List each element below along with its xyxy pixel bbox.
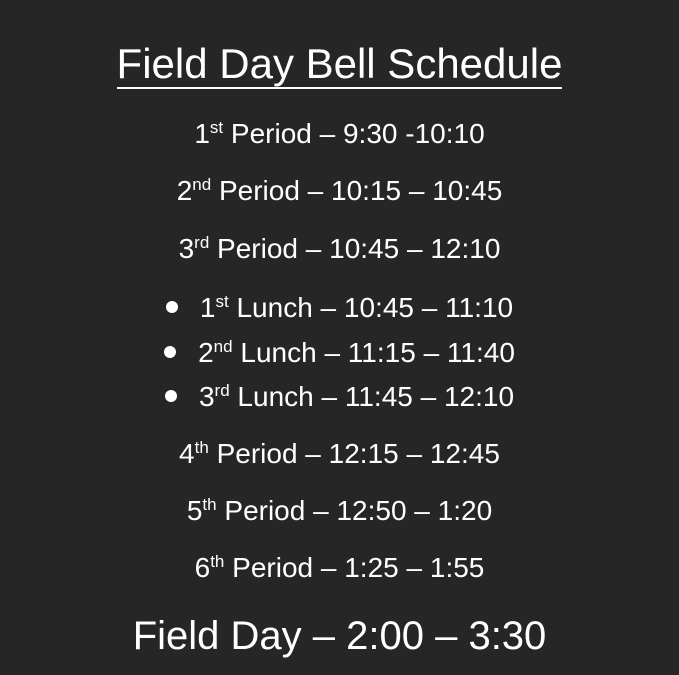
lunch-row-2: [0, 335, 679, 371]
period-row-1: [0, 116, 679, 152]
period-time: Period – 12:15 – 12:45: [208, 438, 500, 469]
bullet-icon: [164, 346, 176, 358]
period-number: 6: [194, 552, 211, 583]
period-suffix: th: [194, 438, 209, 457]
bullet-icon: [165, 390, 177, 402]
schedule-title: [0, 36, 679, 92]
period-time: Period – 9:30 -10:10: [223, 118, 485, 149]
bullet-icon: [166, 301, 178, 313]
period-suffix: th: [210, 552, 225, 571]
period-time: Period – 1:25 – 1:55: [224, 552, 485, 583]
period-number: 2: [176, 175, 193, 206]
lunch-suffix: rd: [214, 381, 230, 400]
period-row-3: [0, 231, 679, 267]
period-row-6: [0, 550, 679, 586]
period-row-5: [0, 493, 679, 529]
period-time: Period – 12:50 – 1:20: [216, 495, 493, 526]
period-suffix: nd: [192, 175, 212, 194]
lunch-suffix: nd: [213, 337, 233, 356]
period-suffix: rd: [194, 233, 210, 252]
lunch-time: Lunch – 11:45 – 12:10: [229, 381, 515, 412]
period-row-4: [0, 436, 679, 472]
period-suffix: st: [209, 118, 224, 137]
lunch-number: 1: [199, 292, 216, 323]
period-suffix: th: [202, 495, 217, 514]
period-time: Period – 10:45 – 12:10: [209, 233, 501, 264]
lunch-number: 2: [198, 337, 214, 368]
period-row-2: [0, 173, 679, 209]
field-day-time: Field Day – 2:00 – 3:30: [132, 614, 547, 658]
lunch-time: Lunch – 10:45 – 11:10: [228, 292, 514, 323]
lunch-suffix: st: [215, 292, 229, 311]
period-number: 3: [178, 233, 195, 264]
lunch-row-3: [0, 379, 679, 415]
lunch-number: 3: [198, 381, 215, 412]
period-number: 5: [186, 495, 203, 526]
period-number: 1: [194, 118, 210, 149]
lunch-time: Lunch – 11:15 – 11:40: [232, 337, 515, 368]
period-time: Period – 10:15 – 10:45: [211, 175, 503, 206]
schedule-title-text: Field Day Bell Schedule: [116, 40, 563, 87]
lunch-row-1: [0, 290, 679, 326]
period-number: 4: [179, 438, 195, 469]
